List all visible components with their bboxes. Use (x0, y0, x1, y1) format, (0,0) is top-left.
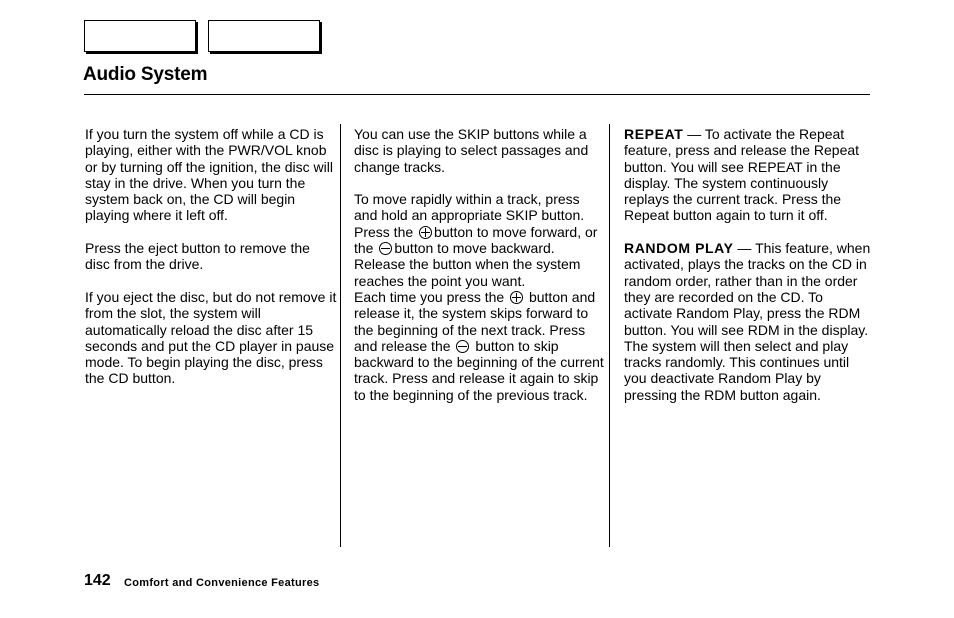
paragraph-system-off: If you turn the system off while a CD is playing, either with the PWR/VOL knob or by turning off the ignition, the disc will stay in the drive. When you turn the system back on, the CD will begin playing where it left off. (85, 126, 333, 224)
text-column-2 (354, 126, 606, 419)
paragraph-move-rapidly (354, 191, 606, 289)
text-column-1 (85, 126, 337, 403)
move-rapidly-text-c: button to move backward. Release the button when the system reaches the point you want. (354, 240, 581, 289)
nav-tab-box-2[interactable] (208, 20, 320, 52)
section-title: Comfort and Convenience Features (124, 577, 320, 589)
move-rapidly-text-b: button to move forward, or the (354, 223, 598, 257)
paragraph-skip-intro: You can use the SKIP buttons while a disc is playing to select passages and change tracks. (354, 126, 589, 175)
move-rapidly-text-a: To move rapidly within a track, press and hold an appropriate SKIP button. Press the (354, 191, 585, 240)
minus-circle-icon (456, 340, 469, 353)
random-play-description: — This feature, when activated, plays the tracks on the CD in random order, rather than in the order they are recorded on the CD. To activate Random Play, press the RDM button. You will see RDM in the display. The system will then select and play tracks randomly. This continues until you deactivate Random Play by pressing the RDM button again. (624, 240, 871, 403)
skip-tracks-text-c: button to skip backward to the beginning of the current track. Press and release it again to skip to the beginning of the previous track. (354, 337, 604, 403)
plus-circle-icon (419, 226, 432, 239)
column-divider-2 (609, 124, 610, 547)
paragraph-eject: Press the eject button to remove the disc from the drive. (85, 240, 310, 273)
skip-tracks-text-b: button and release it, the system skips forward to the beginning of the next track. Press and release the (354, 288, 596, 354)
paragraph-reload: If you eject the disc, but do not remove it from the slot, the system will automatically reload the disc after 15 seconds and put the CD player in pause mode. To begin playing the disc, press the CD button. (85, 288, 337, 387)
repeat-keyword: REPEAT (624, 126, 684, 142)
title-divider (84, 94, 870, 95)
minus-circle-icon (379, 242, 392, 255)
nav-tab-box-1[interactable] (84, 20, 196, 52)
page-number: 142 (84, 572, 111, 589)
random-play-keyword: RANDOM PLAY (624, 240, 734, 257)
repeat-description: — To activate the Repeat feature, press and release the Repeat button. You will see REPEAT in the display. The system continuously replays the current track. Press the Repeat button again to turn it off. (624, 126, 860, 224)
page-title: Audio System (83, 64, 208, 85)
column-divider-1 (340, 124, 341, 547)
skip-tracks-text-a: Each time you press the (354, 288, 505, 305)
text-column-3 (624, 126, 872, 419)
paragraph-random-play (624, 240, 872, 403)
paragraph-repeat (624, 126, 872, 224)
paragraph-skip-tracks (354, 289, 606, 403)
plus-circle-icon (510, 291, 523, 304)
